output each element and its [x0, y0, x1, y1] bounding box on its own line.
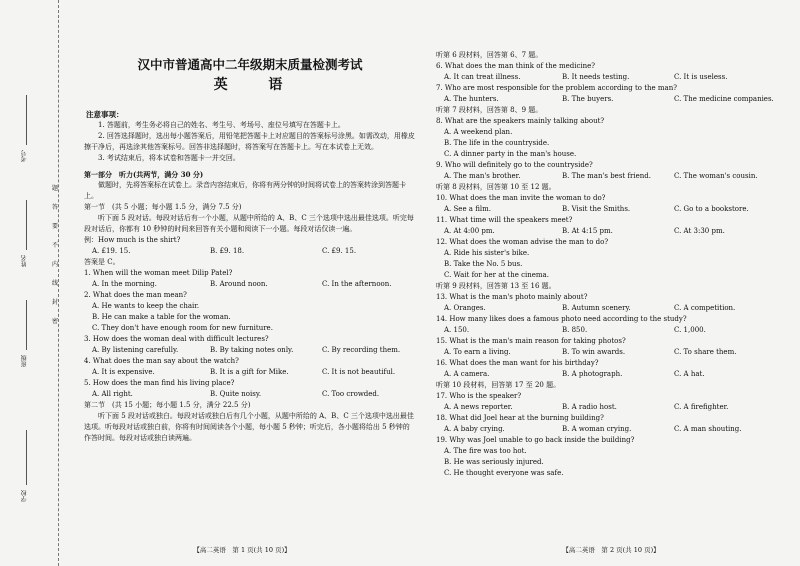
- seal-char: 要: [51, 223, 58, 230]
- question-13-options: [436, 303, 786, 314]
- exam-page-2: [430, 0, 792, 566]
- option-a: A. 150.: [444, 326, 470, 334]
- option-b: B. 850.: [562, 326, 588, 334]
- option-b: B. It needs testing.: [562, 73, 630, 81]
- question-18-options: [436, 424, 786, 435]
- option-c: C. He thought everyone was safe.: [444, 469, 564, 477]
- question-6-options: [436, 72, 786, 83]
- option-c: C. Wait for her at the cinema.: [444, 271, 549, 279]
- option-a: A. By listening carefully.: [92, 346, 179, 354]
- notice-item: 3. 考试结束后，将本试卷和答题卡一并交回。: [98, 154, 240, 162]
- material-heading: 听第 6 段材料，回答第 6、7 题。: [436, 51, 543, 59]
- exam-title: 汉中市普通高中二年级期末质量检测考试: [137, 57, 363, 72]
- option-a: A. £19. 15.: [92, 247, 131, 255]
- option-c: C. A firefighter.: [674, 403, 729, 411]
- question-14: 14. How many likes does a famous photo need according to the study?: [436, 315, 687, 323]
- option-c: C. A dinner party in the man's house.: [444, 150, 577, 158]
- question-3-options: [84, 345, 416, 356]
- option-a: A. A weekend plan.: [444, 128, 513, 136]
- option-c: C. The medicine companies.: [674, 95, 774, 103]
- option-a: A. The hunters.: [444, 95, 499, 103]
- option-c: C. It is not beautiful.: [322, 368, 396, 376]
- seal-line-text: [50, 185, 60, 325]
- option-b: B. He can make a table for the woman.: [92, 313, 231, 321]
- option-a: A. Ride his sister's bike.: [444, 249, 530, 257]
- option-b: B. The man's best friend.: [562, 172, 651, 180]
- question-17-options: [436, 402, 786, 413]
- page-footer: 【高二英语 第 2 页(共 10 页)】: [562, 546, 660, 554]
- question-7-options: [436, 94, 786, 105]
- banji-label: 班级: [21, 355, 28, 367]
- question-16: 16. What does the man want for his birthday?: [436, 359, 599, 367]
- option-a: A. At 4:00 pm.: [444, 227, 495, 235]
- option-c: C. The woman's cousin.: [674, 172, 758, 180]
- question-15-options: [436, 347, 786, 358]
- example-options: [84, 246, 416, 257]
- option-c: C. At 3:30 pm.: [674, 227, 725, 235]
- question-10: 10. What does the man invite the woman to do?: [436, 194, 606, 202]
- option-b: B. Visit the Smiths.: [562, 205, 631, 213]
- sec1-intro: 听下面 5 段对话。每段对话后有一个小题，从题中所给的 A、B、C 三个选项中选出最佳选项。听完每段对话后，你都有 10 秒钟的时间来回答有关小题和阅读下一小题。每段对话仅读一遍。: [84, 214, 414, 233]
- banji-line: [26, 300, 27, 350]
- xingming-label: 姓名: [21, 255, 28, 267]
- question-19: 19. Why was Joel unable to go back inside the building?: [436, 436, 635, 444]
- option-a: A. A camera.: [444, 370, 490, 378]
- option-b: B. It is a gift for Mike.: [210, 368, 289, 376]
- material-heading: 听第 9 段材料，回答第 13 至 16 题。: [436, 282, 556, 290]
- option-b: B. A woman crying.: [562, 425, 632, 433]
- option-a: A. A baby crying.: [444, 425, 505, 433]
- question-6: 6. What does the man think of the medicine?: [436, 62, 596, 70]
- material-heading: 听第 8 段材料，回答第 10 至 12 题。: [436, 183, 556, 191]
- option-b: B. He was seriously injured.: [444, 458, 544, 466]
- question-17: 17. Who is the speaker?: [436, 392, 522, 400]
- question-10-options: [436, 204, 786, 215]
- option-c: C. A hat.: [674, 370, 705, 378]
- option-a: A. A news reporter.: [444, 403, 513, 411]
- option-b: B. By taking notes only.: [210, 346, 294, 354]
- sec1-title: 第一节 (共 5 小题；每小题 1.5 分，满分 7.5 分): [84, 203, 242, 211]
- kaohao-label: 考号: [21, 150, 28, 162]
- example-answer: 答案是 C。: [84, 258, 120, 266]
- option-a: A. He wants to keep the chair.: [92, 302, 200, 310]
- option-c: C. Too crowded.: [322, 390, 380, 398]
- option-a: A. The fire was too hot.: [444, 447, 527, 455]
- question-18: 18. What did Joel hear at the burning building?: [436, 414, 604, 422]
- option-c: C. A competition.: [674, 304, 736, 312]
- option-a: A. Oranges.: [444, 304, 486, 312]
- option-a: A. To earn a living.: [444, 348, 511, 356]
- option-c: C. Go to a bookstore.: [674, 205, 749, 213]
- option-c: C. To share them.: [674, 348, 737, 356]
- exam-page-1: [62, 0, 422, 566]
- page-footer: 【高二英语 第 1 页(共 10 页)】: [193, 546, 291, 554]
- option-b: B. The life in the countryside.: [444, 139, 550, 147]
- option-c: C. £9. 15.: [322, 247, 357, 255]
- option-a: A. It is expensive.: [92, 368, 155, 376]
- question-13: 13. What is the man's photo mainly about?: [436, 293, 588, 301]
- seal-char: 内: [51, 261, 58, 268]
- option-a: A. See a film.: [444, 205, 491, 213]
- notice-item: 1. 答题前，考生务必将自己的姓名、考生号、考场号、座位号填写在答题卡上。: [98, 121, 345, 129]
- seal-char: 题: [51, 185, 58, 192]
- option-c: C. A man shouting.: [674, 425, 742, 433]
- question-5: 5. How does the man find his living place?: [84, 379, 235, 387]
- option-a: A. All right.: [92, 390, 133, 398]
- question-5-options: [84, 389, 416, 400]
- example-question: 例：How much is the shirt?: [84, 236, 181, 244]
- subject-title: 英 语: [213, 77, 301, 93]
- question-1-options: [84, 279, 416, 290]
- question-15: 15. What is the man's main reason for taking photos?: [436, 337, 626, 345]
- option-b: B. To win awards.: [562, 348, 626, 356]
- seal-char: 密: [51, 318, 58, 325]
- option-b: B. A radio host.: [562, 403, 617, 411]
- question-12: 12. What does the woman advise the man to do?: [436, 238, 609, 246]
- kaohao-line: [26, 95, 27, 145]
- part1-intro: 做题时，先将答案标在试卷上。录音内容结束后，你将有两分钟的时间将试卷上的答案转涂到答题卡上。: [84, 181, 406, 200]
- option-b: B. A photograph.: [562, 370, 623, 378]
- seal-char: 封: [51, 299, 58, 306]
- xingming-line: [26, 200, 27, 250]
- question-2: 2. What does the man mean?: [84, 291, 187, 299]
- option-c: C. They don't have enough room for new furniture.: [92, 324, 273, 332]
- binding-margin: [0, 0, 59, 566]
- question-9: 9. Who will definitely go to the countryside?: [436, 161, 593, 169]
- question-16-options: [436, 369, 786, 380]
- seal-char: 答: [51, 204, 58, 211]
- notice-title: 注意事项：: [86, 110, 124, 119]
- option-a: A. In the morning.: [92, 280, 157, 288]
- option-c: C. In the afternoon.: [322, 280, 392, 288]
- option-a: A. It can treat illness.: [444, 73, 521, 81]
- option-b: B. At 4:15 pm.: [562, 227, 613, 235]
- question-4: 4. What does the man say about the watch?: [84, 357, 239, 365]
- question-8: 8. What are the speakers mainly talking about?: [436, 117, 605, 125]
- option-b: B. Quite noisy.: [210, 390, 262, 398]
- notice-item: 2. 回答选择题时，选出每小题答案后，用铅笔把答题卡上对应题目的答案标号涂黑。如需改动，用橡皮擦干净后，再选涂其他答案标号。回答非选择题时，将答案写在答题卡上。写在本试卷上无效。: [84, 132, 415, 151]
- xuexiao-label: 学校: [21, 490, 28, 502]
- question-11: 11. What time will the speakers meet?: [436, 216, 573, 224]
- part1-title: 第一部分 听力(共两节，满分 30 分): [84, 170, 204, 179]
- option-b: B. Autumn scenery.: [562, 304, 631, 312]
- option-b: B. £9. 18.: [210, 247, 245, 255]
- question-3: 3. How does the woman deal with difficult lectures?: [84, 335, 269, 343]
- question-1: 1. When will the woman meet Dilip Patel?: [84, 269, 233, 277]
- seal-char: 线: [51, 280, 58, 287]
- xuexiao-line: [26, 430, 27, 485]
- question-7: 7. Who are most responsible for the problem according to the man?: [436, 84, 677, 92]
- option-c: C. By recording them.: [322, 346, 401, 354]
- option-b: B. The buyers.: [562, 95, 614, 103]
- sec2-intro: 听下面 5 段对话或独白。每段对话或独白后有几个小题，从题中所给的 A、B、C 三个选项中选出最佳选项。听每段对话或独白前，你将有时间阅读各个小题，每小题 5 秒钟；听完后，各小题将给出 5 秒钟的作答时间。每段对话或独白读两遍。: [84, 412, 414, 442]
- question-4-options: [84, 367, 416, 378]
- seal-char: 不: [51, 242, 58, 249]
- option-b: B. Take the No. 5 bus.: [444, 260, 523, 268]
- option-b: B. Around noon.: [210, 280, 268, 288]
- option-a: A. The man's brother.: [444, 172, 521, 180]
- option-c: C. It is useless.: [674, 73, 728, 81]
- material-heading: 听第 10 段材料，回答第 17 至 20 题。: [436, 381, 561, 389]
- option-c: C. 1,000.: [674, 326, 706, 334]
- material-heading: 听第 7 段材料，回答第 8、9 题。: [436, 106, 543, 114]
- question-9-options: [436, 171, 786, 182]
- sec2-title: 第二节 (共 15 小题；每小题 1.5 分，满分 22.5 分): [84, 401, 251, 409]
- question-14-options: [436, 325, 786, 336]
- question-11-options: [436, 226, 786, 237]
